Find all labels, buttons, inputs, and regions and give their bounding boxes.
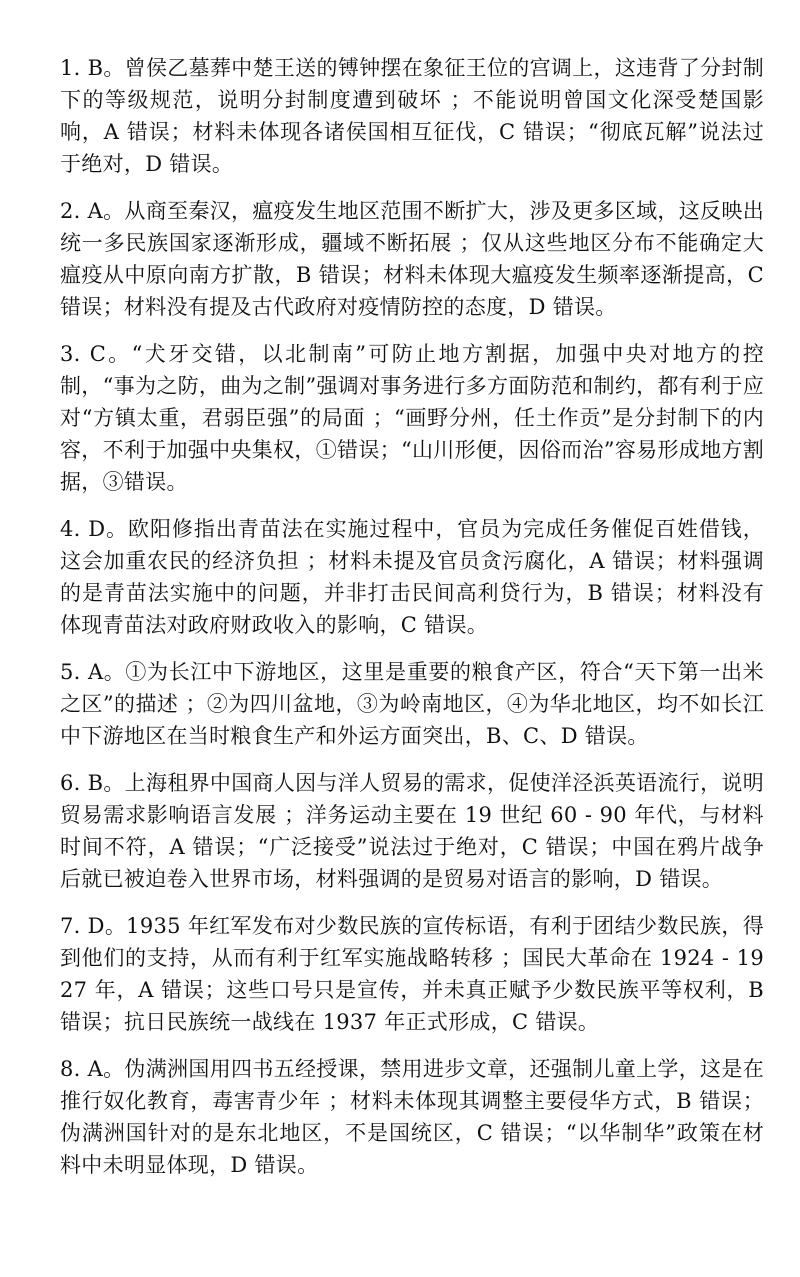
answer-4: 4. D。欧阳修指出青苗法在实施过程中，官员为完成任务催促百姓借钱，这会加重农民的经济负担 ；材料未提及官员贪污腐化，A 错误；材料强调的是青苗法实施中的问题，并非打击民间高利贷行为，B 错误；材料没有体现青苗法对政府财政收入的影响，C 错误。	[60, 517, 764, 637]
answer-5: 5. A。①为长江中下游地区，这里是重要的粮食产区，符合“天下第一出米之区”的描述 ；②为四川盆地，③为岭南地区，④为华北地区，均不如长江中下游地区在当时粮食生产和外运方面突出，B、C、D 错误。	[60, 660, 764, 748]
answer-1: 1. B。曾侯乙墓葬中楚王送的镈钟摆在象征王位的宫调上，这违背了分封制下的等级规范，说明分封制度遭到破坏 ；不能说明曾国文化深受楚国影响，A 错误；材料未体现各诸侯国相互征伐，C 错误；“彻底瓦解”说法过于绝对，D 错误。	[60, 56, 764, 176]
answer-6: 6. B。上海租界中国商人因与洋人贸易的需求，促使洋泾浜英语流行，说明贸易需求影响语言发展 ；洋务运动主要在 19 世纪 60 - 90 年代，与材料时间不符，A 错误；“广泛接受”说法过于绝对，C 错误；中国在鸦片战争后就已被迫卷入世界市场，材料强调的是贸易对语言的影响，D 错误。	[60, 771, 764, 891]
answer-3: 3. C。“犬牙交错，以北制南”可防止地方割据，加强中央对地方的控制，“事为之防，曲为之制”强调对事务进行多方面防范和制约，都有利于应对“方镇太重，君弱臣强”的局面 ；“画野分州，任土作贡”是分封制下的内容，不利于加强中央集权，①错误；“山川形便，因俗而治”容易形成地方割据，③错误。	[60, 342, 764, 494]
answer-7: 7. D。1935 年红军发布对少数民族的宣传标语，有利于团结少数民族，得到他们的支持，从而有利于红军实施战略转移 ；国民大革命在 1924 - 1927 年，A 错误；这些口号只是宣传，并未真正赋予少数民族平等权利，B 错误；抗日民族统一战线在 1937 年正式形成，C 错误。	[60, 914, 764, 1034]
answer-2: 2. A。从商至秦汉，瘟疫发生地区范围不断扩大，涉及更多区域，这反映出统一多民族国家逐渐形成，疆域不断拓展 ；仅从这些地区分布不能确定大瘟疫从中原向南方扩散，B 错误；材料未体现大瘟疫发生频率逐渐提高，C 错误；材料没有提及古代政府对疫情防控的态度，D 错误。	[60, 199, 764, 319]
answer-8: 8. A。伪满洲国用四书五经授课，禁用进步文章，还强制儿童上学，这是在推行奴化教育，毒害青少年 ；材料未体现其调整主要侵华方式，B 错误；伪满洲国针对的是东北地区，不是国统区，C 错误；“以华制华”政策在材料中未明显体现，D 错误。	[60, 1057, 764, 1177]
